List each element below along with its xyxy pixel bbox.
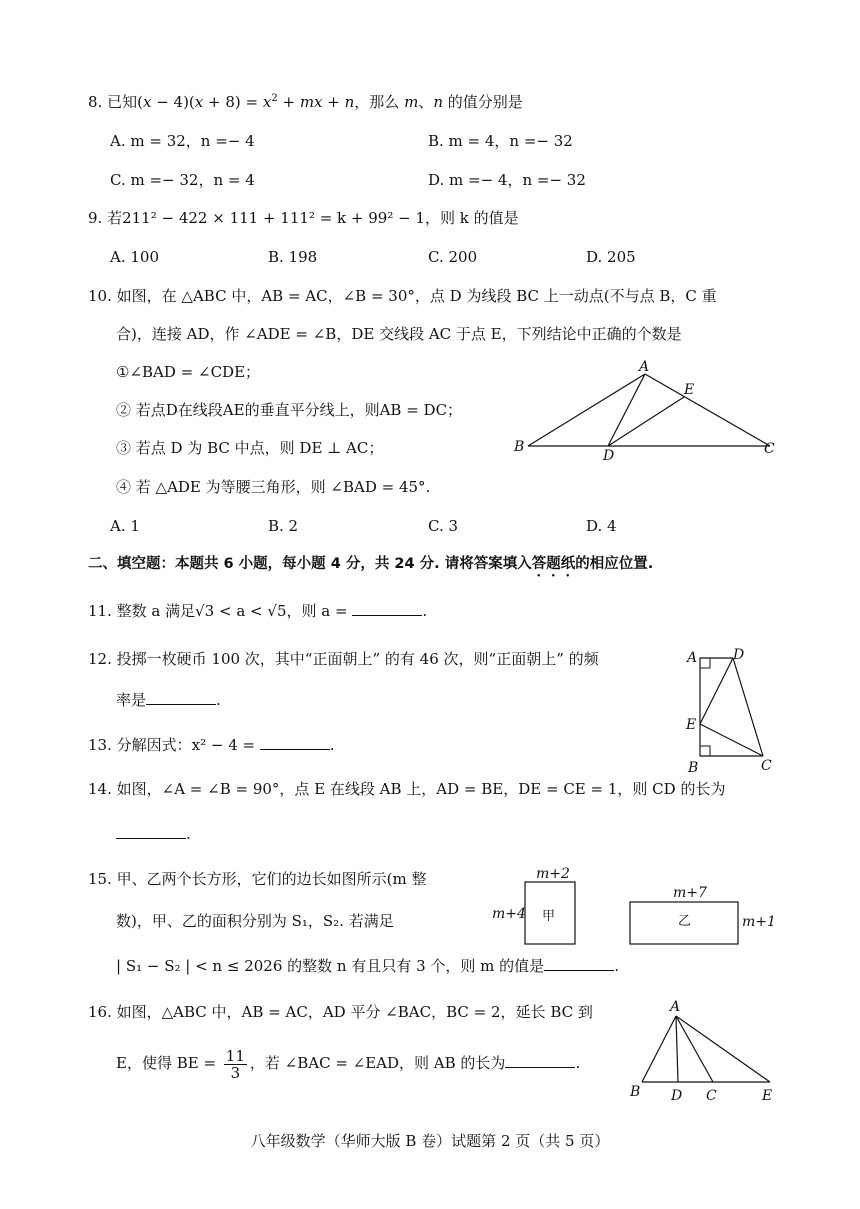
q14-period: . (186, 825, 191, 843)
q8-option-a: A. m = 32，n =− 4 (110, 132, 255, 150)
q16-seg-ac (676, 1016, 713, 1082)
q16-line2-text-a: E，使得 BE = (116, 1054, 221, 1072)
q15-number: 15. (88, 870, 112, 888)
q13-period: . (329, 736, 335, 754)
q10-stem-line2: 合)，连接 AD，作 ∠ADE = ∠B，DE 交线段 AC 于点 E，下列结论中正确的个数是 (116, 325, 682, 343)
q8-option-b: B. m = 4，n =− 32 (428, 132, 573, 150)
q16-label-e: E (762, 1088, 773, 1104)
q10-statement-1: ①∠BAD = ∠CDE； (116, 363, 261, 381)
q8-var-n2: n (433, 93, 443, 111)
q12-answer-blank[interactable] (146, 690, 216, 705)
q16-label-d: D (671, 1088, 683, 1104)
q14-seg-dc (733, 658, 763, 756)
q10-seg-de (608, 397, 684, 446)
q12-number: 12. (88, 650, 112, 668)
q11-text-c: ，则 a = (286, 602, 353, 620)
q14-right-angle-b (700, 746, 710, 756)
q12-line2-text: 率是 (116, 691, 147, 709)
q10-seg-ab (528, 374, 645, 446)
q15-stem-line3 (116, 956, 619, 976)
q15-label-side1: m+4 (492, 906, 526, 922)
q11-sqrt3: √3 (195, 602, 215, 620)
q10-number: 10. (88, 287, 112, 305)
q8-sep: 、 (418, 93, 434, 111)
section2-title (88, 554, 653, 580)
q16-line1-text: 如图，△ABC 中，AB = AC，AD 平分 ∠BAC，BC = 2，延长 BC 到 (116, 1003, 593, 1021)
q13-answer-blank[interactable] (260, 735, 330, 750)
q9-option-c: C. 200 (428, 248, 478, 266)
q14-stem-line2 (116, 824, 191, 844)
q14-label-c: C (761, 758, 772, 774)
q8-stem-text2: − 4)( (151, 93, 195, 111)
q10-option-c: C. 3 (428, 517, 459, 535)
q9-stem-text: 若211² − 422 × 111 + 111² = k + 99² − 1，则 k 的值是 (107, 209, 519, 227)
q14-label-a: A (687, 650, 698, 666)
q8-stem-text3: + 8) = (203, 93, 263, 111)
q11-answer-blank[interactable] (352, 601, 422, 616)
q15-label-top1: m+2 (536, 866, 570, 882)
q10-statement-4: ④ 若 △ADE 为等腰三角形，则 ∠BAD = 45°. (116, 478, 431, 496)
q8-var-x1: x (142, 93, 152, 111)
q8-plus2: + (322, 93, 345, 111)
q8-var-n: n (344, 93, 355, 111)
section2-title-a: 二、填空题：本题共 6 小题，每小题 4 分，共 24 分. 请将答案填入 (88, 556, 532, 572)
q8-stem-text5: 的值分别是 (442, 93, 523, 111)
q14-figure (680, 644, 780, 776)
q8-exp: 2 (271, 93, 278, 104)
q16-number: 16. (88, 1003, 112, 1021)
page-footer: 八年级数学（华师大版 B 卷）试题第 2 页（共 5 页） (250, 1132, 610, 1150)
q16-period: . (575, 1054, 581, 1072)
q12-stem-line1 (88, 649, 599, 669)
q16-seg-ab (642, 1016, 676, 1082)
q9-option-a: A. 100 (110, 248, 159, 266)
q15-label-yi: 乙 (678, 914, 692, 929)
q15-stem-line1 (88, 869, 427, 889)
q11-text-a: 整数 a 满足 (116, 602, 196, 620)
q9-option-d: D. 205 (586, 248, 636, 266)
q9-option-b: B. 198 (268, 248, 318, 266)
q8-stem (88, 92, 523, 112)
q8-option-c: C. m =− 32，n = 4 (110, 171, 255, 189)
q14-stem-line1 (88, 779, 725, 799)
q10-option-d: D. 4 (586, 517, 617, 535)
section2-answer-sheet: 答题纸 (531, 556, 576, 572)
q9-number: 9. (88, 209, 103, 227)
q14-right-angle-a (700, 658, 710, 668)
q11-period: . (422, 602, 428, 620)
q10-statement-3: ③ 若点 D 为 BC 中点，则 DE ⊥ AC； (116, 439, 384, 457)
q14-label-e: E (686, 717, 697, 733)
q9-stem (88, 208, 519, 228)
q8-option-d: D. m =− 4，n =− 32 (428, 171, 586, 189)
q10-option-b: B. 2 (268, 517, 299, 535)
q11-number: 11. (88, 602, 112, 620)
q16-seg-ae (676, 1016, 770, 1082)
q15-figure (490, 864, 780, 950)
q10-option-a: A. 1 (110, 517, 140, 535)
q16-label-b: B (630, 1084, 641, 1100)
q15-label-jia: 甲 (542, 909, 556, 924)
q15-stem-line2: 数)，甲、乙的面积分别为 S₁，S₂. 若满足 (116, 912, 394, 930)
q15-period: . (614, 957, 619, 975)
q10-line1-text: 如图，在 △ABC 中，AB = AC，∠B = 30°，点 D 为线段 BC 上一动点(不与点 B，C 重 (116, 287, 717, 305)
q12-stem-line2 (116, 690, 221, 710)
q8-var-mx: mx (299, 93, 323, 111)
q13-stem (88, 735, 335, 755)
q14-seg-ec (700, 724, 763, 756)
q16-seg-ad (676, 1016, 678, 1082)
q15-label-top2: m+7 (673, 885, 707, 901)
q15-label-side2: m+1 (742, 914, 776, 930)
q12-period: . (216, 691, 221, 709)
q8-var-x2: x (194, 93, 204, 111)
q16-figure (624, 996, 784, 1106)
q14-number: 14. (88, 780, 112, 798)
section2-title-c: 的相应位置. (575, 556, 654, 572)
q8-number: 8. (88, 93, 103, 111)
q10-statement-2: ② 若点D在线段AE的垂直平分线上，则AB = DC； (116, 401, 463, 419)
q15-answer-blank[interactable] (544, 956, 614, 971)
q10-label-c: C (764, 441, 775, 457)
q16-frac-num: 11 (225, 1046, 245, 1065)
q8-plus1: + (277, 93, 300, 111)
q8-stem-text: 已知( (107, 93, 143, 111)
q13-number: 13. (88, 736, 112, 754)
q11-sqrt5: √5 (267, 602, 287, 620)
q16-frac-den: 3 (230, 1063, 241, 1082)
q11-stem (88, 601, 427, 621)
q14-line1-text: 如图，∠A = ∠B = 90°，点 E 在线段 AB 上，AD = BE，DE = CE = 1，则 CD 的长为 (116, 780, 726, 798)
q16-label-a: A (670, 999, 681, 1015)
q11-text-b: < a < (214, 602, 268, 620)
q10-stem-line1 (88, 286, 717, 306)
q15-line3-text: | S₁ − S₂ | < n ≤ 2026 的整数 n 有且只有 3 个，则 m 的值是 (116, 957, 545, 975)
q14-label-b: B (688, 760, 699, 776)
q13-text: 分解因式：x² − 4 = (116, 736, 260, 754)
q10-figure (508, 358, 788, 464)
q8-stem-text4: ，那么 (354, 93, 405, 111)
q16-stem-line2 (116, 1046, 580, 1081)
q15-line1-text: 甲、乙两个长方形，它们的边长如图所示(m 整 (116, 870, 427, 888)
q14-answer-blank[interactable] (116, 824, 186, 839)
q14-label-d: D (733, 647, 745, 663)
q10-label-e: E (684, 382, 695, 398)
q16-line2-text-b: ，若 ∠BAC = ∠EAD，则 AB 的长为 (249, 1054, 506, 1072)
q16-stem-line1 (88, 1002, 593, 1022)
q16-label-c: C (706, 1088, 717, 1104)
q16-answer-blank[interactable] (505, 1053, 575, 1068)
q10-label-a: A (639, 359, 650, 375)
q8-var-x3: x (262, 93, 272, 111)
q12-line1-text: 投掷一枚硬币 100 次，其中“正面朝上” 的有 46 次，则“正面朝上” 的频 (116, 650, 599, 668)
q10-label-b: B (514, 439, 525, 455)
q10-label-d: D (603, 448, 615, 464)
q16-fraction (224, 1048, 247, 1081)
q8-var-m: m (404, 93, 419, 111)
